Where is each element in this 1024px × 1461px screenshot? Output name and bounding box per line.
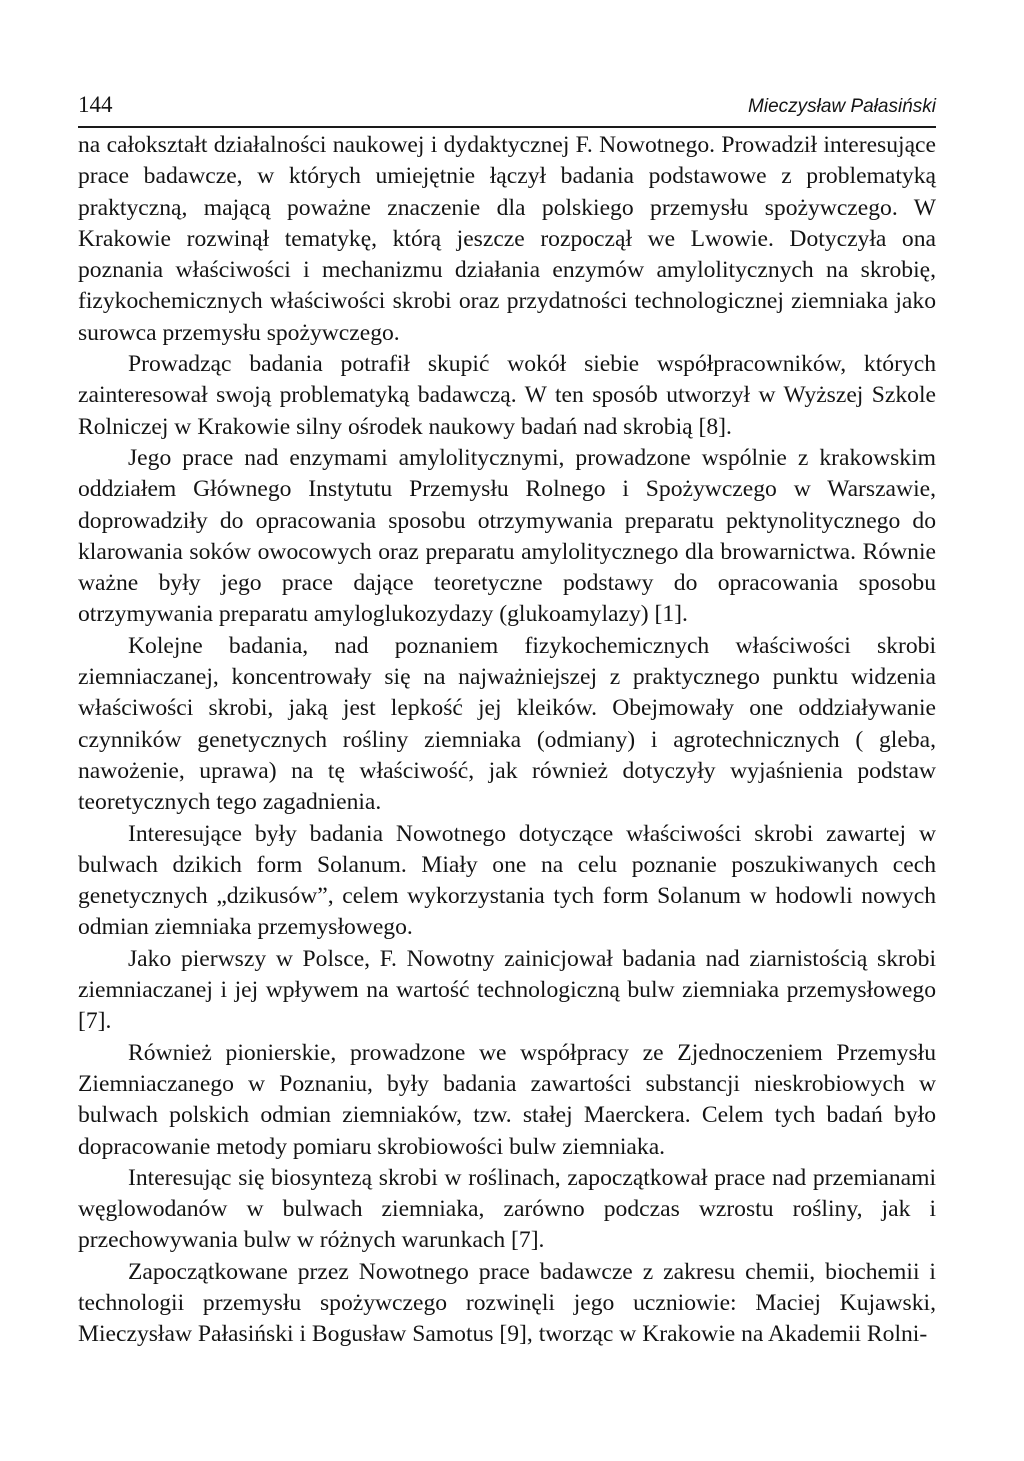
running-head <box>78 88 936 128</box>
paragraph: Również pionierskie, prowadzone we współpracy ze Zjednoczeniem Przemysłu Ziemniaczanego w Poznaniu, były badania zawartości substancji nieskrobiowych w bulwach polskich odmian ziemniaków, tzw. stałej Maerckera. Celem tych badań było dopracowanie metody pomiaru skrobiowości bulw ziemniaka. <box>78 1039 936 1160</box>
paragraph: Prowadząc badania potrafił skupić wokół siebie współpracowników, których zainteresował swoją problematyką badawczą. W ten sposób utworzył w Wyższej Szkole Rolniczej w Krakowie silny ośrodek naukowy badań nad skrobią [8]. <box>78 351 936 440</box>
paragraph: Interesujące były badania Nowotnego dotyczące właściwości skrobi zawartej w bulwach dzikich form Solanum. Miały one na celu poznanie poszukiwanych cech genetycznych „dzikusów”, celem wykorzystania tych form Solanum w hodowli nowych odmian ziemniaka przemysłowego. <box>78 820 936 941</box>
document-page <box>78 88 936 1351</box>
paragraph: Jego prace nad enzymami amylolitycznymi, prowadzone wspólnie z krakowskim oddziałem Głównego Instytutu Przemysłu Rolnego i Spożywczego w Warszawie, doprowadziły do opracowania sposobu otrzymywania preparatu pektynolitycznego do klarowania soków owocowych oraz preparatu amylolitycznego dla browarnictwa. Równie ważne były jego prace dające teoretyczne podstawy do opracowania sposobu otrzymywania preparatu amyloglukozydazy (glukoamylazy) [1]. <box>78 444 936 628</box>
paragraph: Kolejne badania, nad poznaniem fizykochemicznych właściwości skrobi ziemniaczanej, koncentrowały się na najważniejszej z praktycznego punktu widzenia właściwości skrobi, jaką jest lepkość jej kleików. Obejmowały one oddziaływanie czynników genetycznych rośliny ziemniaka (odmiany) i agrotechnicznych ( gleba, nawożenie, uprawa) na tę właściwość, jak również dotyczyły wyjaśnienia podstaw teoretycznych tego zagadnienia. <box>78 632 936 816</box>
running-head-author: Mieczysław Pałasiński <box>748 96 936 117</box>
paragraph: Interesując się biosyntezą skrobi w roślinach, zapoczątkował prace nad przemianami węglowodanów w bulwach ziemniaka, zarówno podczas wzrostu rośliny, jak i przechowywania bulw w różnych warunkach [7]. <box>78 1164 936 1254</box>
paragraph: Zapoczątkowane przez Nowotnego prace badawcze z zakresu chemii, biochemii i technologii przemysłu spożywczego rozwinęli jego uczniowie: Maciej Kujawski, Mieczysław Pałasiński i Bogusław Samotus [9], tworząc w Krakowie na Akademii Rolni- <box>78 1258 936 1348</box>
paragraph: na całokształt działalności naukowej i dydaktycznej F. Nowotnego. Prowadził interesujące prace badawcze, w których umiejętnie łączył badania podstawowe z problematyką praktyczną, mającą poważne znaczenie dla polskiego przemysłu spożywczego. W Krakowie rozwinął tematykę, którą jeszcze rozpoczął we Lwowie. Dotyczyła ona poznania właściwości i mechanizmu działania enzymów amylolitycznych na skrobię, fizykochemicznych właściwości skrobi oraz przydatności technologicznej ziemniaka jako surowca przemysłu spożywczego. <box>78 132 936 346</box>
paragraph: Jako pierwszy w Polsce, F. Nowotny zainicjował badania nad ziarnistością skrobi ziemniaczanej i jej wpływem na wartość technologiczną bulw ziemniaka przemysłowego [7]. <box>78 945 936 1035</box>
page-number: 144 <box>78 92 113 117</box>
body-text <box>78 130 936 1351</box>
